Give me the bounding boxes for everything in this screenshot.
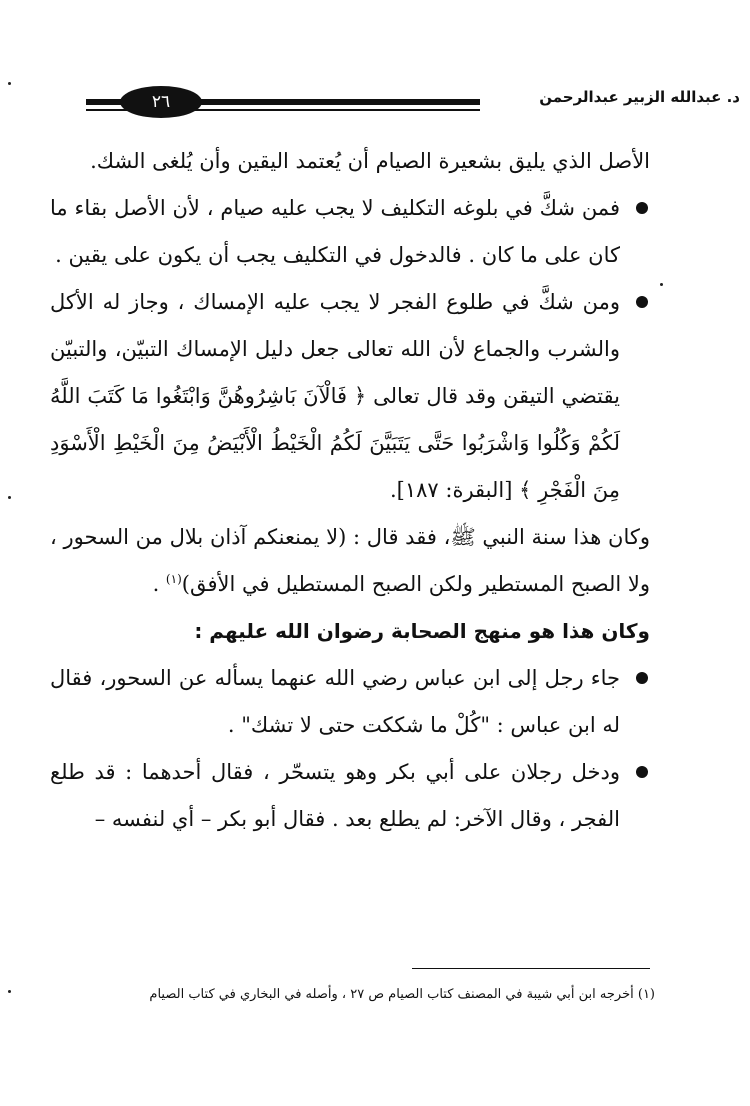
bullet-text: ودخل رجلان على أبي بكر وهو يتسحّر ، فقال أحدهما : قد طلع الفجر ، وقال الآخر: لم يطلع بعد . فقال أبو بكر – أي لنفسه – (50, 760, 620, 831)
bullet-item-puberty-doubt (50, 185, 650, 279)
bullet-text: فمن شكَّ في بلوغه التكليف لا يجب عليه صيام ، لأن الأصل بقاء ما كان على ما كان . فالدخول في التكليف يجب أن يكون على يقين . (50, 196, 620, 267)
scan-speck (8, 496, 11, 499)
bullet-dot-icon (636, 296, 648, 308)
verse-reference: [البقرة: ١٨٧]. (389, 478, 513, 502)
scan-speck (8, 990, 11, 993)
page-number-badge (120, 86, 202, 118)
page-number: ٢٦ (151, 92, 171, 112)
bullet-dot-icon (636, 202, 648, 214)
paragraph-end: . (152, 572, 166, 596)
footnote: (١) أخرجه ابن أبي شيبة في المصنف كتاب الصيام ص ٢٧ ، وأصله في البخاري في كتاب الصيام (149, 987, 655, 1002)
footnote-rule (412, 968, 650, 969)
bullet-item-ibn-abbas (50, 655, 650, 749)
body-text (50, 138, 650, 843)
paragraph-sunnah (50, 514, 650, 608)
scan-speck (8, 82, 11, 85)
scan-speck (660, 283, 663, 286)
bullet-item-abu-bakr (50, 749, 650, 843)
paragraph-continuation: الأصل الذي يليق بشعيرة الصيام أن يُعتمد اليقين وأن يُلغى الشك. (90, 149, 650, 173)
footnote-marker: (١) (165, 572, 182, 586)
bullet-text: جاء رجل إلى ابن عباس رضي الله عنهما يسأله عن السحور، فقال له ابن عباس : "كُلْ ما شككت حتى لا تشك" . (50, 666, 620, 737)
section-heading: وكان هذا هو منهج الصحابة رضوان الله عليهم : (194, 619, 650, 643)
bullet-text: ومن شكَّ في طلوع الفجر لا يجب عليه الإمساك ، وجاز له الأكل والشرب والجماع لأن الله تعالى جعل دليل الإمساك التبيّن، والتبيّن يقتضي التيقن وقد قال تعالى (50, 290, 620, 408)
bullet-item-dawn-doubt (50, 279, 650, 514)
quran-verse: ﴿ فَالْآنَ بَاشِرُوهُنَّ وَابْتَغُوا مَا كَتَبَ اللَّهُ لَكُمْ وَكُلُوا وَاشْرَبُوا حَتَّى يَتَبَيَّنَ لَكُمُ الْخَيْطُ الْأَبْيَضُ مِنَ الْخَيْطِ الْأَسْوَدِ مِنَ الْفَجْرِ ﴾ (50, 384, 620, 502)
bullet-dot-icon (636, 672, 648, 684)
running-header-author: د. عبدالله الزبير عبدالرحمن (539, 88, 740, 106)
paragraph-text: وكان هذا سنة النبي ﷺ، فقد قال : (لا يمنعنكم آذان بلال من السحور ، ولا الصبح المستطير ولكن الصبح المستطيل في الأفق) (50, 525, 650, 596)
bullet-dot-icon (636, 766, 648, 778)
